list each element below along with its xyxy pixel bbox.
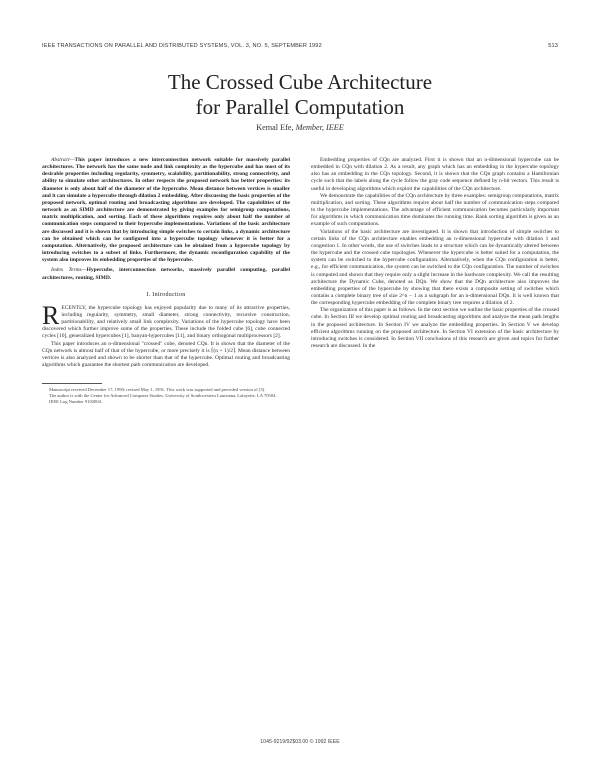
- author-role: Member, IEEE: [295, 123, 344, 132]
- running-header: [42, 43, 558, 49]
- body-paragraph-embedding: Embedding properties of CQn are analyzed. First it is shown that an n-dimensional hypercube can be embedded in CQn with dilation 2. As a result, any graph which has an embedding in the hypercube topology also has an embedding in the CQn topology. Second, it is shown that the CQn graph contains a Hamiltonian cycle such that the labels along the cycle follow the gray code sequence defined by n-bit vectors. This result is useful in developing algorithms which exploit the capabilities of the CQn architecture.: [311, 157, 559, 192]
- intro-paragraph-1-text: ECENTLY, the hypercube topology has enjoyed popularity due to many of its attractive properties, including regularity, symmetry, small diameter, strong connectivity, recursive construction, partitionability, and relatively small link complexity. Variations of the hypercube topology have been discovered which further improve some of the properties. These include the folded cube [6], cube connected cycles [10], generalized hypercubes [1], banyan-hypercubes [11], and binary orthogonal multiprocessors [2].: [42, 304, 290, 340]
- footnote-manuscript: Manuscript received December 17, 1990; revised May 1, 1991. This work was supported and preceded version of [3].: [49, 387, 266, 393]
- footnote-divider: [42, 383, 102, 384]
- right-column: [311, 157, 559, 350]
- abstract-label: Abstract—: [51, 157, 75, 163]
- body-paragraph-capabilities: We demonstrate the capabilities of the CQn architecture by three examples: semigroup computations, matrix multiplication, and sorting. These algorithms require about half the number of communication steps compared to the hypercube implementations. The advantage of efficient communication becomes particularly important for algorithms in which communication time dominates the running time. Rank sorting algorithm is given as an example of such computations.: [311, 192, 559, 228]
- journal-name: IEEE TRANSACTIONS ON PARALLEL AND DISTRIBUTED SYSTEMS, VOL. 3, NO. 5, SEPTEMBER 1992: [42, 43, 322, 49]
- title-line-2: for Parallel Computation: [195, 95, 405, 119]
- copyright-footer: 1045-9219/92$03.00 © 1992 IEEE: [260, 739, 340, 745]
- index-terms: [42, 267, 290, 281]
- author-line: [0, 123, 600, 132]
- index-terms-text: Hypercube, interconnection networks, massively parallel computing, parallel architectures, routing, SIMD.: [42, 267, 290, 281]
- intro-paragraph-1: [42, 300, 290, 341]
- body-paragraph-organization: The organization of this paper is as follows. In the next section we outline the basic properties of the crossed cube. In Section III we develop optimal routing and broadcasting algorithms and analyze the mean path lengths in the proposed architecture. In Section IV we analyze the embedding properties. In Section V we develop efficient algorithms running on the proposed architecture. In Section VI extension of the basic architecture by introducing switches is considered. In Section VII conclusions of this research are given and topics for further research are discussed. In the: [311, 307, 559, 350]
- body-paragraph-variations: Variations of the basic architecture are investigated. It is shown that introduction of simple switches to certain links of the CQn architecture enables embedding an n-dimensional hypercube with dilation 1 and congestion 1. In other words, the use of switches leads to a structure which can be dynamically altered between the hypercube and the crossed cube topologies. Whenever the hypercube is better suited for a computation, the system can be switched to the hypercube configuration. Alternatively, when the CQn configuration is better, e.g., for efficient communication, the system can be switched to the CQn configuration. The number of switches is computed and shown that they require only a slight increase in the hardware complexity. We call the resulting architecture the Dynamic Cube, denoted as DQn. We show that the DQn architecture also improves the embedding properties of the hypercube by showing that there exists a composite setting of switches which contains a complete binary tree of size 2^n − 1 as a subgraph for an n-dimensional DQn. It is well known that the corresponding hypercube embedding of the complete binary tree requires a dilation of 2.: [311, 228, 559, 307]
- left-column: [42, 157, 290, 405]
- title-line-1: The Crossed Cube Architecture: [167, 70, 433, 94]
- abstract: [42, 157, 290, 264]
- page-number: 513: [548, 43, 558, 49]
- index-terms-label: Index Terms—: [51, 267, 87, 274]
- abstract-text: This paper introduces a new interconnection network suitable for massively parallel architectures. The network has the same node and link complexity as the hypercube and has most of its desirable properties including regularity, symmetry, scalability, partitionability, strong connectivity, and ability to simulate other architectures. In other respects the proposed network has better properties: its diameter is only about half of the diameter of the hypercube. Mean distance between vertices is smaller and it can simulate a hypercube through dilation 2 embedding. After discussing the basic properties of the proposed network, optimal routing and broadcasting algorithms are developed. The capabilities of the network as an SIMD architecture are demonstrated by giving examples for semigroup computations, matrix multiplication, and sorting. Each of these algorithms requires only about half the number of communication steps compared to their hypercube implementations. Variations of the basic architecture are discussed and it is shown that by introducing simple switches to certain links, a dynamic architecture can be obtained which can be configured into a hypercube topology whenever it is better for a computation. Alternatively, the proposed architecture can be obtained from a hypercube topology by introducing switches to a subset of links. Furthermore, the dynamic reconfiguration capability of the system also improves its embedding properties of the hypercube.: [42, 157, 290, 264]
- section-heading-introduction: I. Introduction: [146, 291, 186, 298]
- drop-cap: R: [42, 300, 60, 330]
- footnote-log-number: IEEE Log Number 9102004.: [49, 399, 103, 405]
- footnote-affiliation: The author is with the Center for Advanced Computer Studies, University of Southwestern Louisiana, Lafayette, LA 70504.: [49, 393, 277, 399]
- intro-paragraph-2: This paper introduces an n-dimensional "crossed" cube, denoted CQn. It is shown that the diameter of the CQn network is almost half of that of the hypercube, or more precisely it is ⌈(n + 1)/2⌉. Mean distance between vertices is also analyzed and shown to be shorter than that of the hypercube. Optimal routing and broadcasting algorithms which guarantee the shortest path communication are developed.: [42, 340, 290, 369]
- paper-title: [0, 70, 600, 120]
- author-name: Kemal Efe,: [256, 123, 294, 132]
